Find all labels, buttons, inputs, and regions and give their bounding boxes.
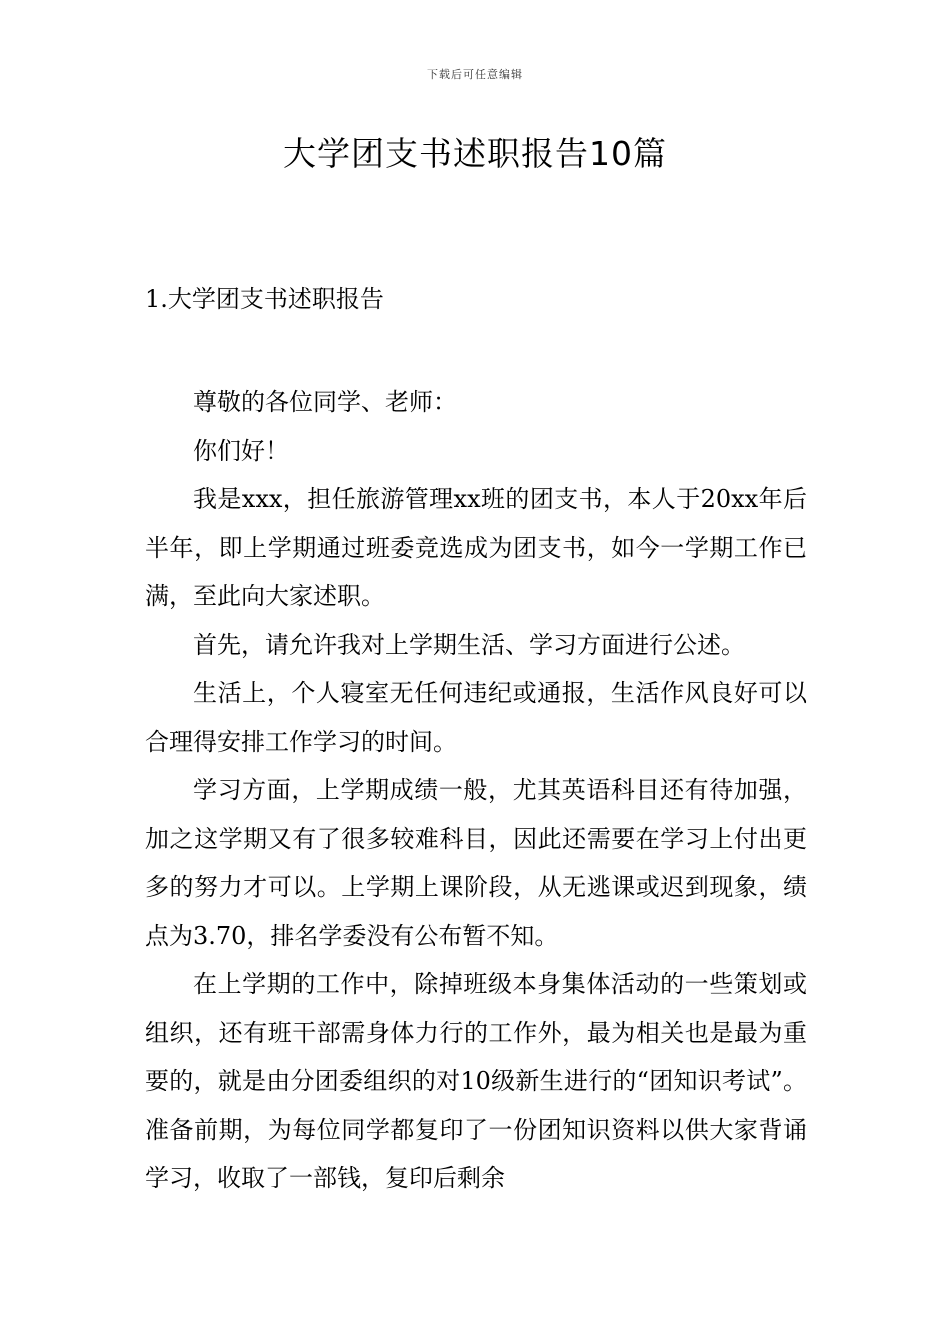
paragraph-greeting: 你们好！	[193, 436, 289, 465]
section-heading: 1.大学团支书述职报告	[145, 285, 384, 313]
paragraph-study: 学习方面，上学期成绩一般，尤其英语科目还有待加强，加之这学期又有了很多较难科目，因此还需要在学习上付出更多的努力才可以。上学期上课阶段，从无逃课或迟到现象，绩点为3.70，排名学委没有公布暂不知。	[145, 776, 807, 950]
header-note: 下载后可任意编辑	[427, 68, 523, 81]
paragraph-life: 生活上，个人寝室无任何违纪或通报，生活作风良好可以合理得安排工作学习的时间。	[145, 679, 807, 756]
paragraph-introduction: 我是xxx，担任旅游管理xx班的团支书，本人于20xx年后半年，即上学期通过班委竞选成为团支书，如今一学期工作已满，至此向大家述职。	[145, 485, 807, 610]
paragraph-salutation: 尊敬的各位同学、老师：	[193, 388, 457, 416]
paragraph-work: 在上学期的工作中，除掉班级本身集体活动的一些策划或组织，还有班干部需身体力行的工作外，最为相关也是最为重要的，就是由分团委组织的对10级新生进行的“团知识考试”。准备前期，为每位同学都复印了一份团知识资料以供大家背诵学习，收取了一部钱，复印后剩余	[145, 970, 807, 1192]
body-text	[145, 378, 807, 1203]
document-title: 大学团支书述职报告10篇	[283, 134, 667, 173]
paragraph-preface: 首先，请允许我对上学期生活、学习方面进行公述。	[193, 630, 745, 659]
